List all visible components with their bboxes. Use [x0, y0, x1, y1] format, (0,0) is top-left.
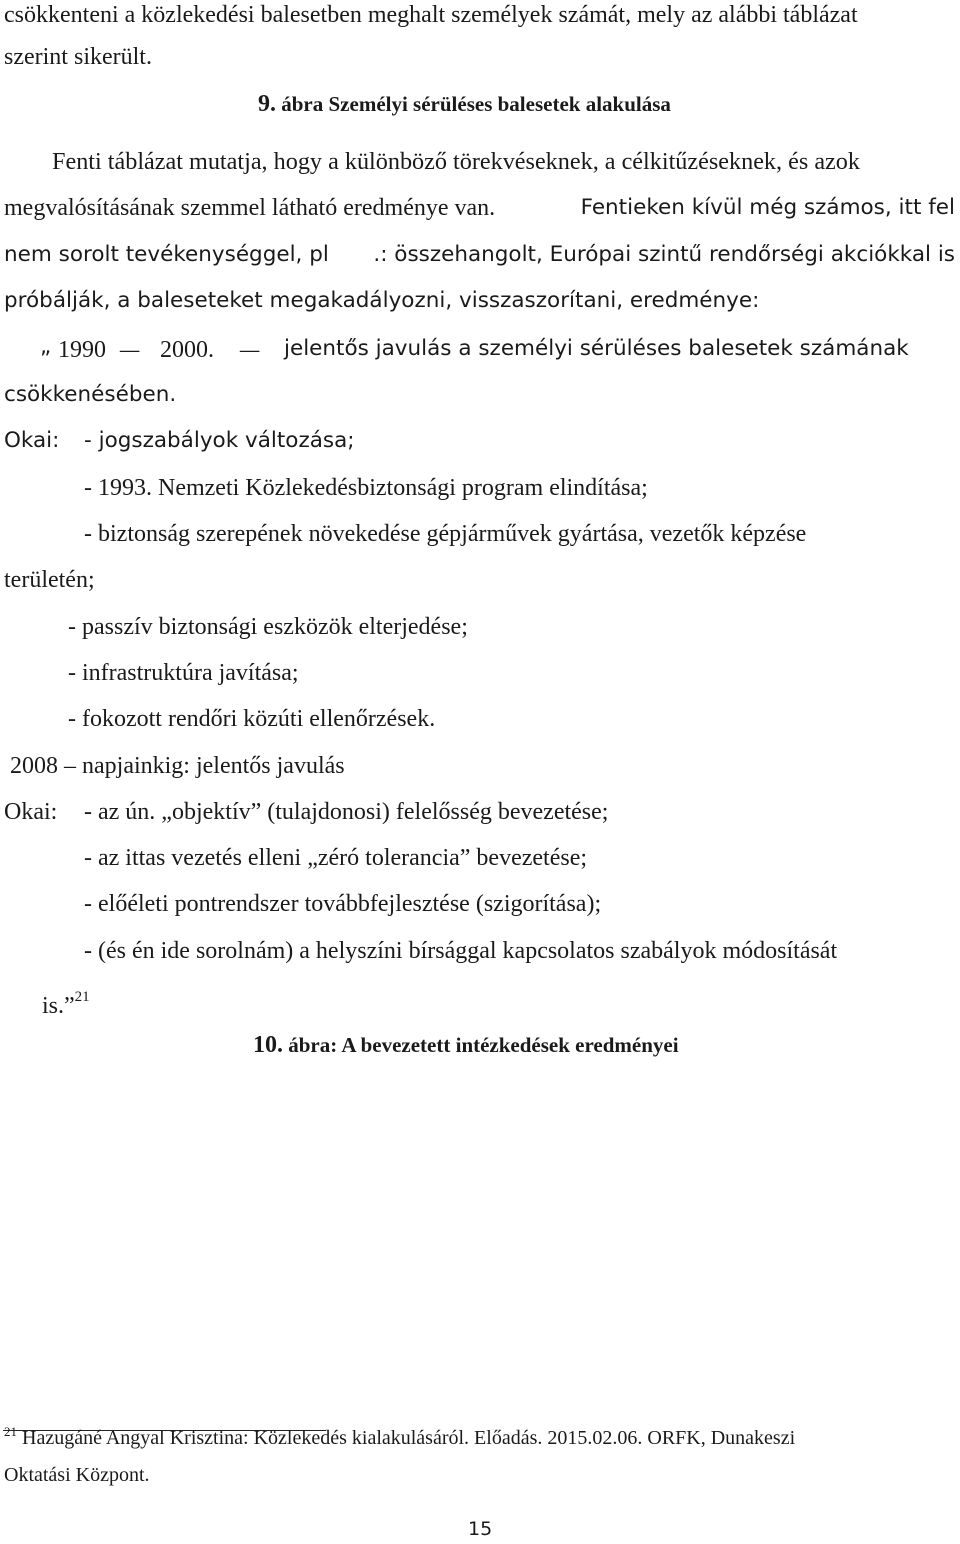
body-line: csökkenésében. [4, 382, 177, 407]
page-number: 15 [468, 1518, 493, 1540]
list-item: - fokozott rendőri közúti ellenőrzések. [68, 706, 436, 732]
body-line: szerint sikerült. [4, 44, 152, 70]
list-item: - előéleti pontrendszer továbbfejlesztése (szigorítása); [84, 891, 602, 917]
list-item: - az ún. „objektív” (tulajdonosi) felelősség bevezetése; [84, 799, 609, 825]
list-item [84, 519, 956, 549]
body-line [4, 240, 955, 270]
figure-number: 10. [253, 1032, 283, 1058]
body-line: Fenti táblázat mutatja, hogy a különböző törekvéseknek, a célkitűzéseknek, és azok [52, 148, 860, 175]
footnote-text-cont: Oktatási Központ. [4, 1464, 150, 1486]
body-line: próbálják, a baleseteket megakadályozni, visszaszorítani, eredménye: [4, 288, 760, 313]
era2-heading: 2008 – napjainkig: jelentős javulás [10, 753, 345, 779]
list-item: - 1993. Nemzeti Közlekedésbiztonsági program elindítása; [84, 475, 648, 501]
list-item: - (és én ide sorolnám) a helyszíni bírsággal kapcsolatos szabályok módosítását [84, 938, 838, 964]
list-item-cont [42, 982, 90, 1021]
figure-label: ábra Személyi sérüléses balesetek alakulása [281, 92, 671, 116]
body-text: Fentieken kívül még számos, itt fel [580, 195, 955, 220]
era1-year-from: 1990 [58, 337, 106, 363]
figure-label: ábra: A bevezetett intézkedések eredményei [288, 1033, 679, 1057]
body-line [284, 334, 955, 364]
list-item: - infrastruktúra javítása; [68, 660, 299, 686]
okai-label: Okai: [4, 428, 60, 453]
body-text: jelentős javulás a személyi sérüléses balesetek számának [284, 336, 909, 361]
list-item-cont: területén; [4, 567, 95, 593]
footnote-number: 21 [4, 1424, 17, 1439]
body-text: nem sorolt tevékenységgel, pl [4, 242, 329, 267]
era1-year-to: 2000. [160, 337, 214, 363]
figure-9-caption [258, 89, 671, 119]
body-text: megvalósításának szemmel látható eredménye van. [4, 195, 496, 221]
body-text: is.” [42, 993, 75, 1019]
body-text: - biztonság szerepének növekedése gépjárművek gyártása, vezetők képzése [84, 521, 807, 547]
figure-10-caption [253, 1030, 679, 1060]
footnote-ref[interactable]: 21 [74, 989, 90, 1005]
era1-dash: – [240, 337, 260, 363]
body-text: .: összehangolt, Európai szintű rendőrségi akciókkal is [373, 242, 955, 267]
body-line [4, 0, 956, 30]
okai-label: Okai: [4, 799, 58, 825]
footnote [4, 1417, 795, 1453]
era1-quote-open: „ [40, 334, 52, 359]
list-item: - jogszabályok változása; [84, 428, 355, 453]
body-text: csökkenteni a közlekedési balesetben meghalt személyek számát, mely az alábbi táblázat [4, 2, 858, 28]
era1-dash: – [120, 337, 140, 363]
footnote-text: Hazugáné Angyal Krisztina: Közlekedés kialakulásáról. Előadás. 2015.02.06. ORFK, Dunakeszi [22, 1427, 796, 1449]
list-item: - az ittas vezetés elleni „zéró tolerancia” bevezetése; [84, 845, 588, 871]
body-line [4, 193, 955, 223]
figure-number: 9. [258, 91, 276, 117]
list-item: - passzív biztonsági eszközök elterjedése; [68, 614, 468, 640]
